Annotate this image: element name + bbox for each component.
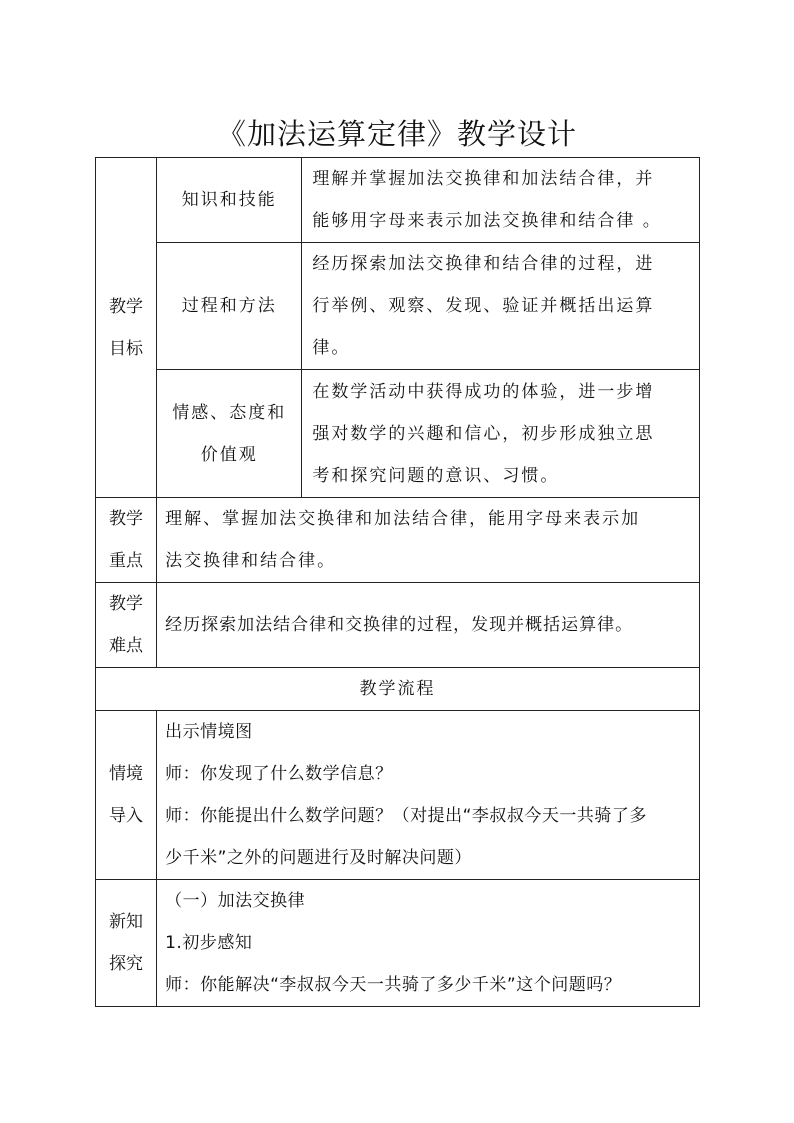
- difficulties-row: [96, 583, 700, 668]
- key-points-label: 教学 重点: [96, 498, 157, 583]
- document-title: 《加法运算定律》教学设计: [216, 117, 577, 151]
- goal-content: 理解并掌握加法交换律和加法结合律，并 能够用字母来表示加法交换律和结合律 。: [302, 158, 700, 243]
- process-header-row: [96, 668, 700, 711]
- intro-row: [96, 711, 700, 880]
- lesson-plan-table: [95, 157, 700, 1007]
- explore-content: （一）加法交换律 1.初步感知 师：你能解决“李叔叔今天一共骑了多少千米”这个问题吗？: [157, 880, 700, 1007]
- goal-row-process: [96, 243, 700, 370]
- key-points-content: 理解、掌握加法交换律和加法结合律，能用字母来表示加 法交换律和结合律。: [157, 498, 700, 583]
- goal-name: 过程和方法: [157, 243, 302, 370]
- goal-row-attitude: [96, 370, 700, 498]
- goals-label: 教学 目标: [96, 158, 157, 498]
- intro-label: 情境 导入: [96, 711, 157, 880]
- goal-row-knowledge: [96, 158, 700, 243]
- goal-name: 知识和技能: [157, 158, 302, 243]
- intro-content: 出示情境图 师：你发现了什么数学信息？ 师：你能提出什么数学问题？（对提出“李叔叔今天一共骑了多 少千米”之外的问题进行及时解决问题）: [157, 711, 700, 880]
- goal-content: 经历探索加法交换律和结合律的过程，进 行举例、观察、发现、验证并概括出运算 律。: [302, 243, 700, 370]
- explore-label: 新知 探究: [96, 880, 157, 1007]
- explore-row: [96, 880, 700, 1007]
- difficulties-label: 教学 难点: [96, 583, 157, 668]
- process-header: 教学流程: [96, 668, 700, 711]
- goal-content: 在数学活动中获得成功的体验，进一步增 强对数学的兴趣和信心，初步形成独立思 考和探究问题的意识、习惯。: [302, 370, 700, 498]
- difficulties-content: 经历探索加法结合律和交换律的过程，发现并概括运算律。: [157, 583, 700, 668]
- goal-name: 情感、态度和 价值观: [157, 370, 302, 498]
- key-points-row: [96, 498, 700, 583]
